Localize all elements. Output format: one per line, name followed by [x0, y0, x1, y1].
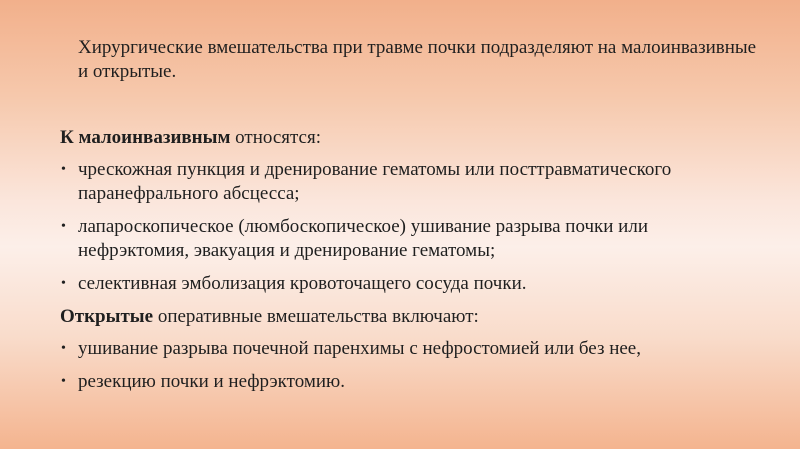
open-surgery-list	[60, 337, 760, 394]
intro-text: Хирургические вмешательства при травме почки подразделяют на малоинвазивные и открытые.	[78, 37, 757, 82]
list-item-text: ушивание разрыва почечной паренхимы с нефростомией или без нее,	[78, 338, 641, 359]
list-item-text: селективная эмболизация кровоточащего сосуда почки.	[78, 273, 527, 294]
list-item	[60, 370, 760, 394]
bullet-icon: •	[61, 341, 66, 356]
heading-rest: относятся:	[230, 127, 321, 148]
section-open-heading	[60, 305, 760, 329]
list-item	[60, 337, 760, 361]
bullet-icon: •	[61, 219, 66, 234]
minimally-invasive-list	[60, 158, 760, 296]
list-item	[60, 215, 760, 263]
content-body	[60, 126, 760, 403]
bullet-icon: •	[61, 374, 66, 389]
list-item	[60, 158, 760, 206]
list-item-text: лапароскопическое (люмбоскопическое) ушивание разрыва почки или нефрэктомия, эвакуация и дренирование гематомы;	[78, 216, 648, 261]
section-minimally-invasive-heading	[60, 126, 760, 150]
heading-bold: К малоинвазивным	[60, 127, 231, 148]
list-item	[60, 272, 760, 296]
heading-rest: оперативные вмешательства включают:	[153, 306, 479, 327]
bullet-icon: •	[61, 162, 66, 177]
list-item-text: чрескожная пункция и дренирование гематомы или посттравматического паранефрального абсцесса;	[78, 159, 672, 204]
list-item-text: резекцию почки и нефрэктомию.	[78, 371, 345, 392]
heading-bold: Открытые	[60, 306, 154, 327]
bullet-icon: •	[61, 276, 66, 291]
